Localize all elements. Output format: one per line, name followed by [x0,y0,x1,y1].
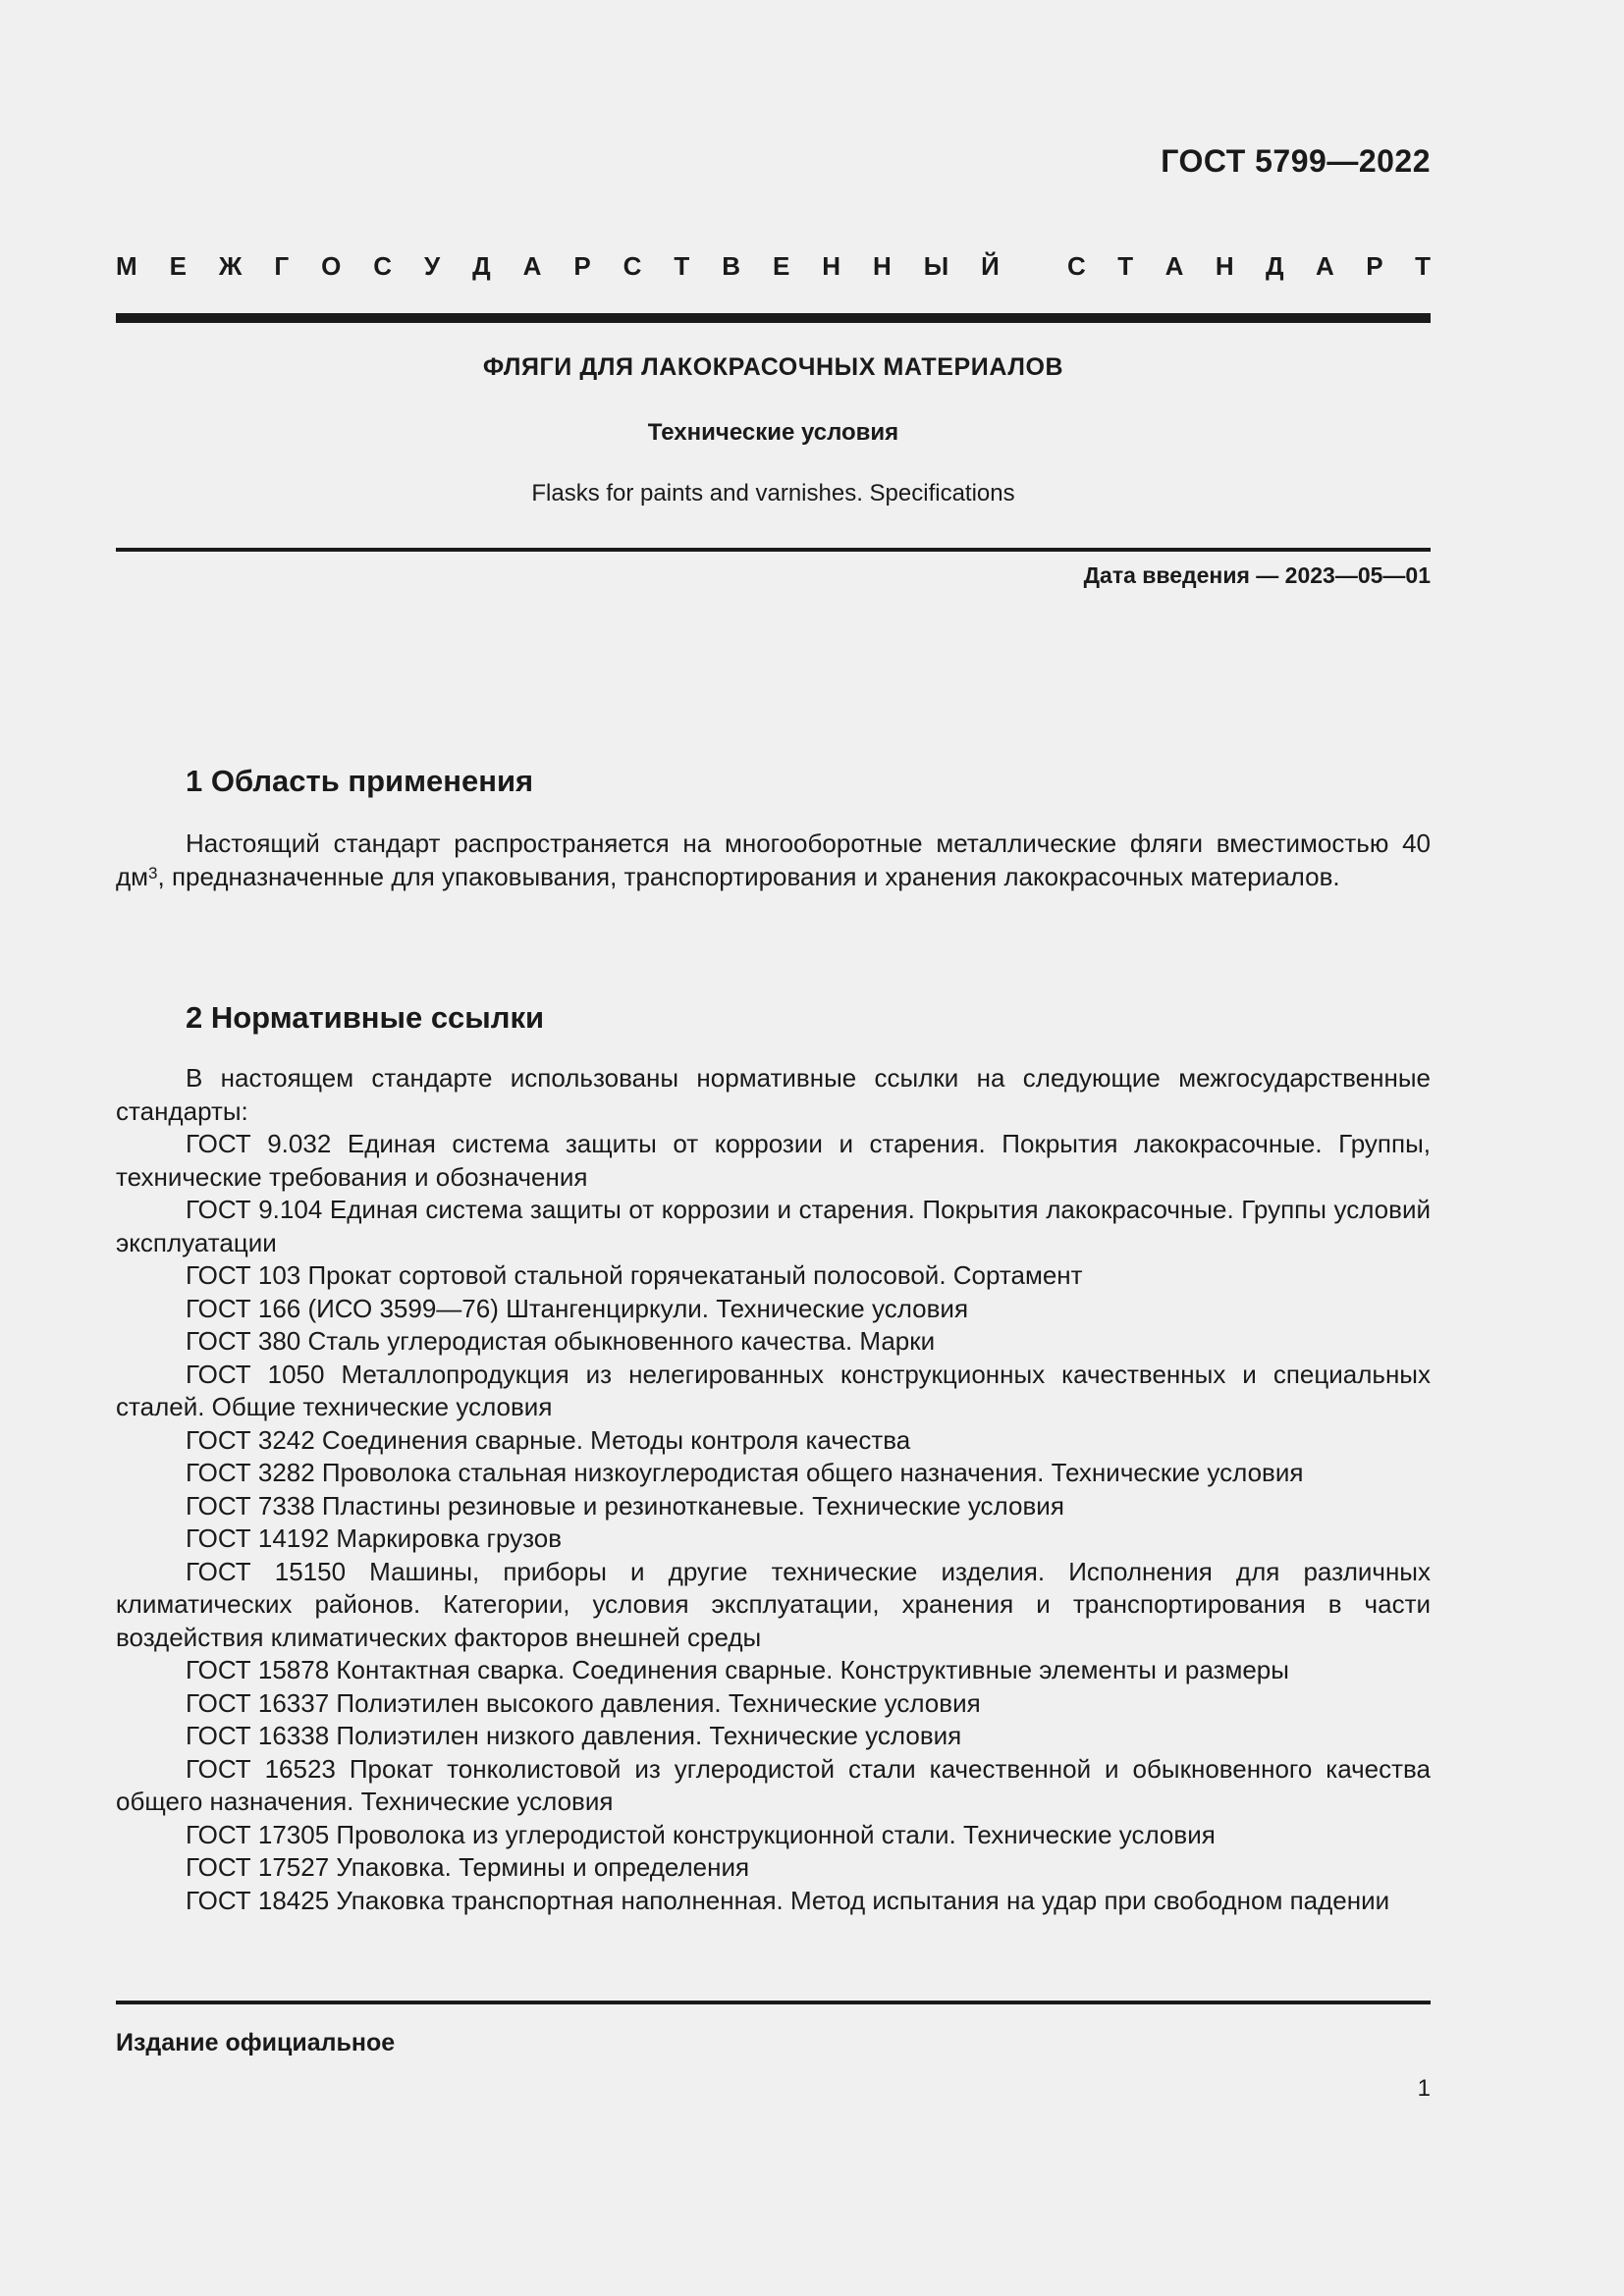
footer-divider [116,2001,1431,2004]
document-subtitle: Технические условия [647,419,899,446]
reference-item: ГОСТ 9.104 Единая система защиты от коррозии и старения. Покрытия лакокрасочные. Группы условий эксплуатации [116,1195,1431,1257]
title-divider [116,548,1431,552]
english-title: Flasks for paints and varnishes. Specifications [531,480,1015,507]
reference-item: ГОСТ 14192 Маркировка грузов [186,1523,563,1553]
reference-item: ГОСТ 18425 Упаковка транспортная наполненная. Метод испытания на удар при свободном падении [186,1885,1390,1915]
reference-item: ГОСТ 16523 Прокат тонколистовой из углеродистой стали качественной и обыкновенного качества общего назначения. Технические условия [116,1753,1431,1816]
section-2-heading: 2 Нормативные ссылки [186,1000,545,1035]
reference-item: ГОСТ 16338 Полиэтилен низкого давления. Технические условия [186,1721,962,1750]
section-1-body [116,828,1431,893]
reference-item: ГОСТ 7338 Пластины резиновые и резинотканевые. Технические условия [186,1490,1064,1521]
reference-item: ГОСТ 380 Сталь углеродистая обыкновенного качества. Марки [186,1326,936,1356]
reference-item: ГОСТ 15150 Машины, приборы и другие технические изделия. Исполнения для различных климатических районов. Категории, условия эксплуатации, хранения и транспортирования в части воздействия климатических факторов внешней среды [116,1556,1431,1652]
reference-item: ГОСТ 9.032 Единая система защиты от коррозии и старения. Покрытия лакокрасочные. Группы, технические требования и обозначения [116,1129,1431,1192]
reference-item: ГОСТ 16337 Полиэтилен высокого давления. Технические условия [186,1687,981,1718]
reference-item: ГОСТ 17305 Проволока из углеродистой конструкционной стали. Технические условия [186,1819,1216,1849]
edition-label: Издание официальное [116,2029,396,2056]
banner-word-interstate: М Е Ж Г О С У Д А Р С Т В Е Н Н Ы Й [116,251,1000,281]
document-code: ГОСТ 5799—2022 [1161,143,1431,179]
reference-item: ГОСТ 3242 Соединения сварные. Методы контроля качества [186,1424,911,1455]
section-2-body [116,1062,1431,1917]
document-page [116,0,1431,2296]
header-divider [116,313,1431,323]
section-1-heading: 1 Область применения [186,764,534,798]
reference-item: ГОСТ 166 (ИСО 3599—76) Штангенциркули. Технические условия [186,1293,969,1323]
reference-item: ГОСТ 15878 Контактная сварка. Соединения сварные. Конструктивные элементы и размеры [186,1655,1289,1684]
reference-item: ГОСТ 103 Прокат сортовой стальной горячекатаный полосовой. Сортамент [186,1260,1083,1290]
reference-item: ГОСТ 17527 Упаковка. Термины и определения [186,1852,750,1882]
reference-item: ГОСТ 3282 Проволока стальная низкоуглеродистая общего назначения. Технические условия [186,1458,1304,1487]
standard-banner [116,251,1431,282]
references-intro: В настоящем стандарте использованы нормативные ссылки на следующие межгосударственные стандарты: [116,1063,1431,1126]
banner-word-standard: С Т А Н Д А Р Т [1067,251,1431,281]
page-number: 1 [1417,2075,1431,2102]
scope-paragraph: Настоящий стандарт распространяется на многооборотные металлические фляги вместимостью 40 $дм^3$, предназначенные для упаковывания, транспортирования и хранения лакокрасочных материалов. [116,828,1431,891]
reference-item: ГОСТ 1050 Металлопродукция из нелегированных конструкционных качественных и специальных сталей. Общие технические условия [116,1359,1431,1421]
document-title: ФЛЯГИ ДЛЯ ЛАКОКРАСОЧНЫХ МАТЕРИАЛОВ [482,353,1064,381]
introduction-date: Дата введения — 2023—05—01 [1083,562,1431,588]
